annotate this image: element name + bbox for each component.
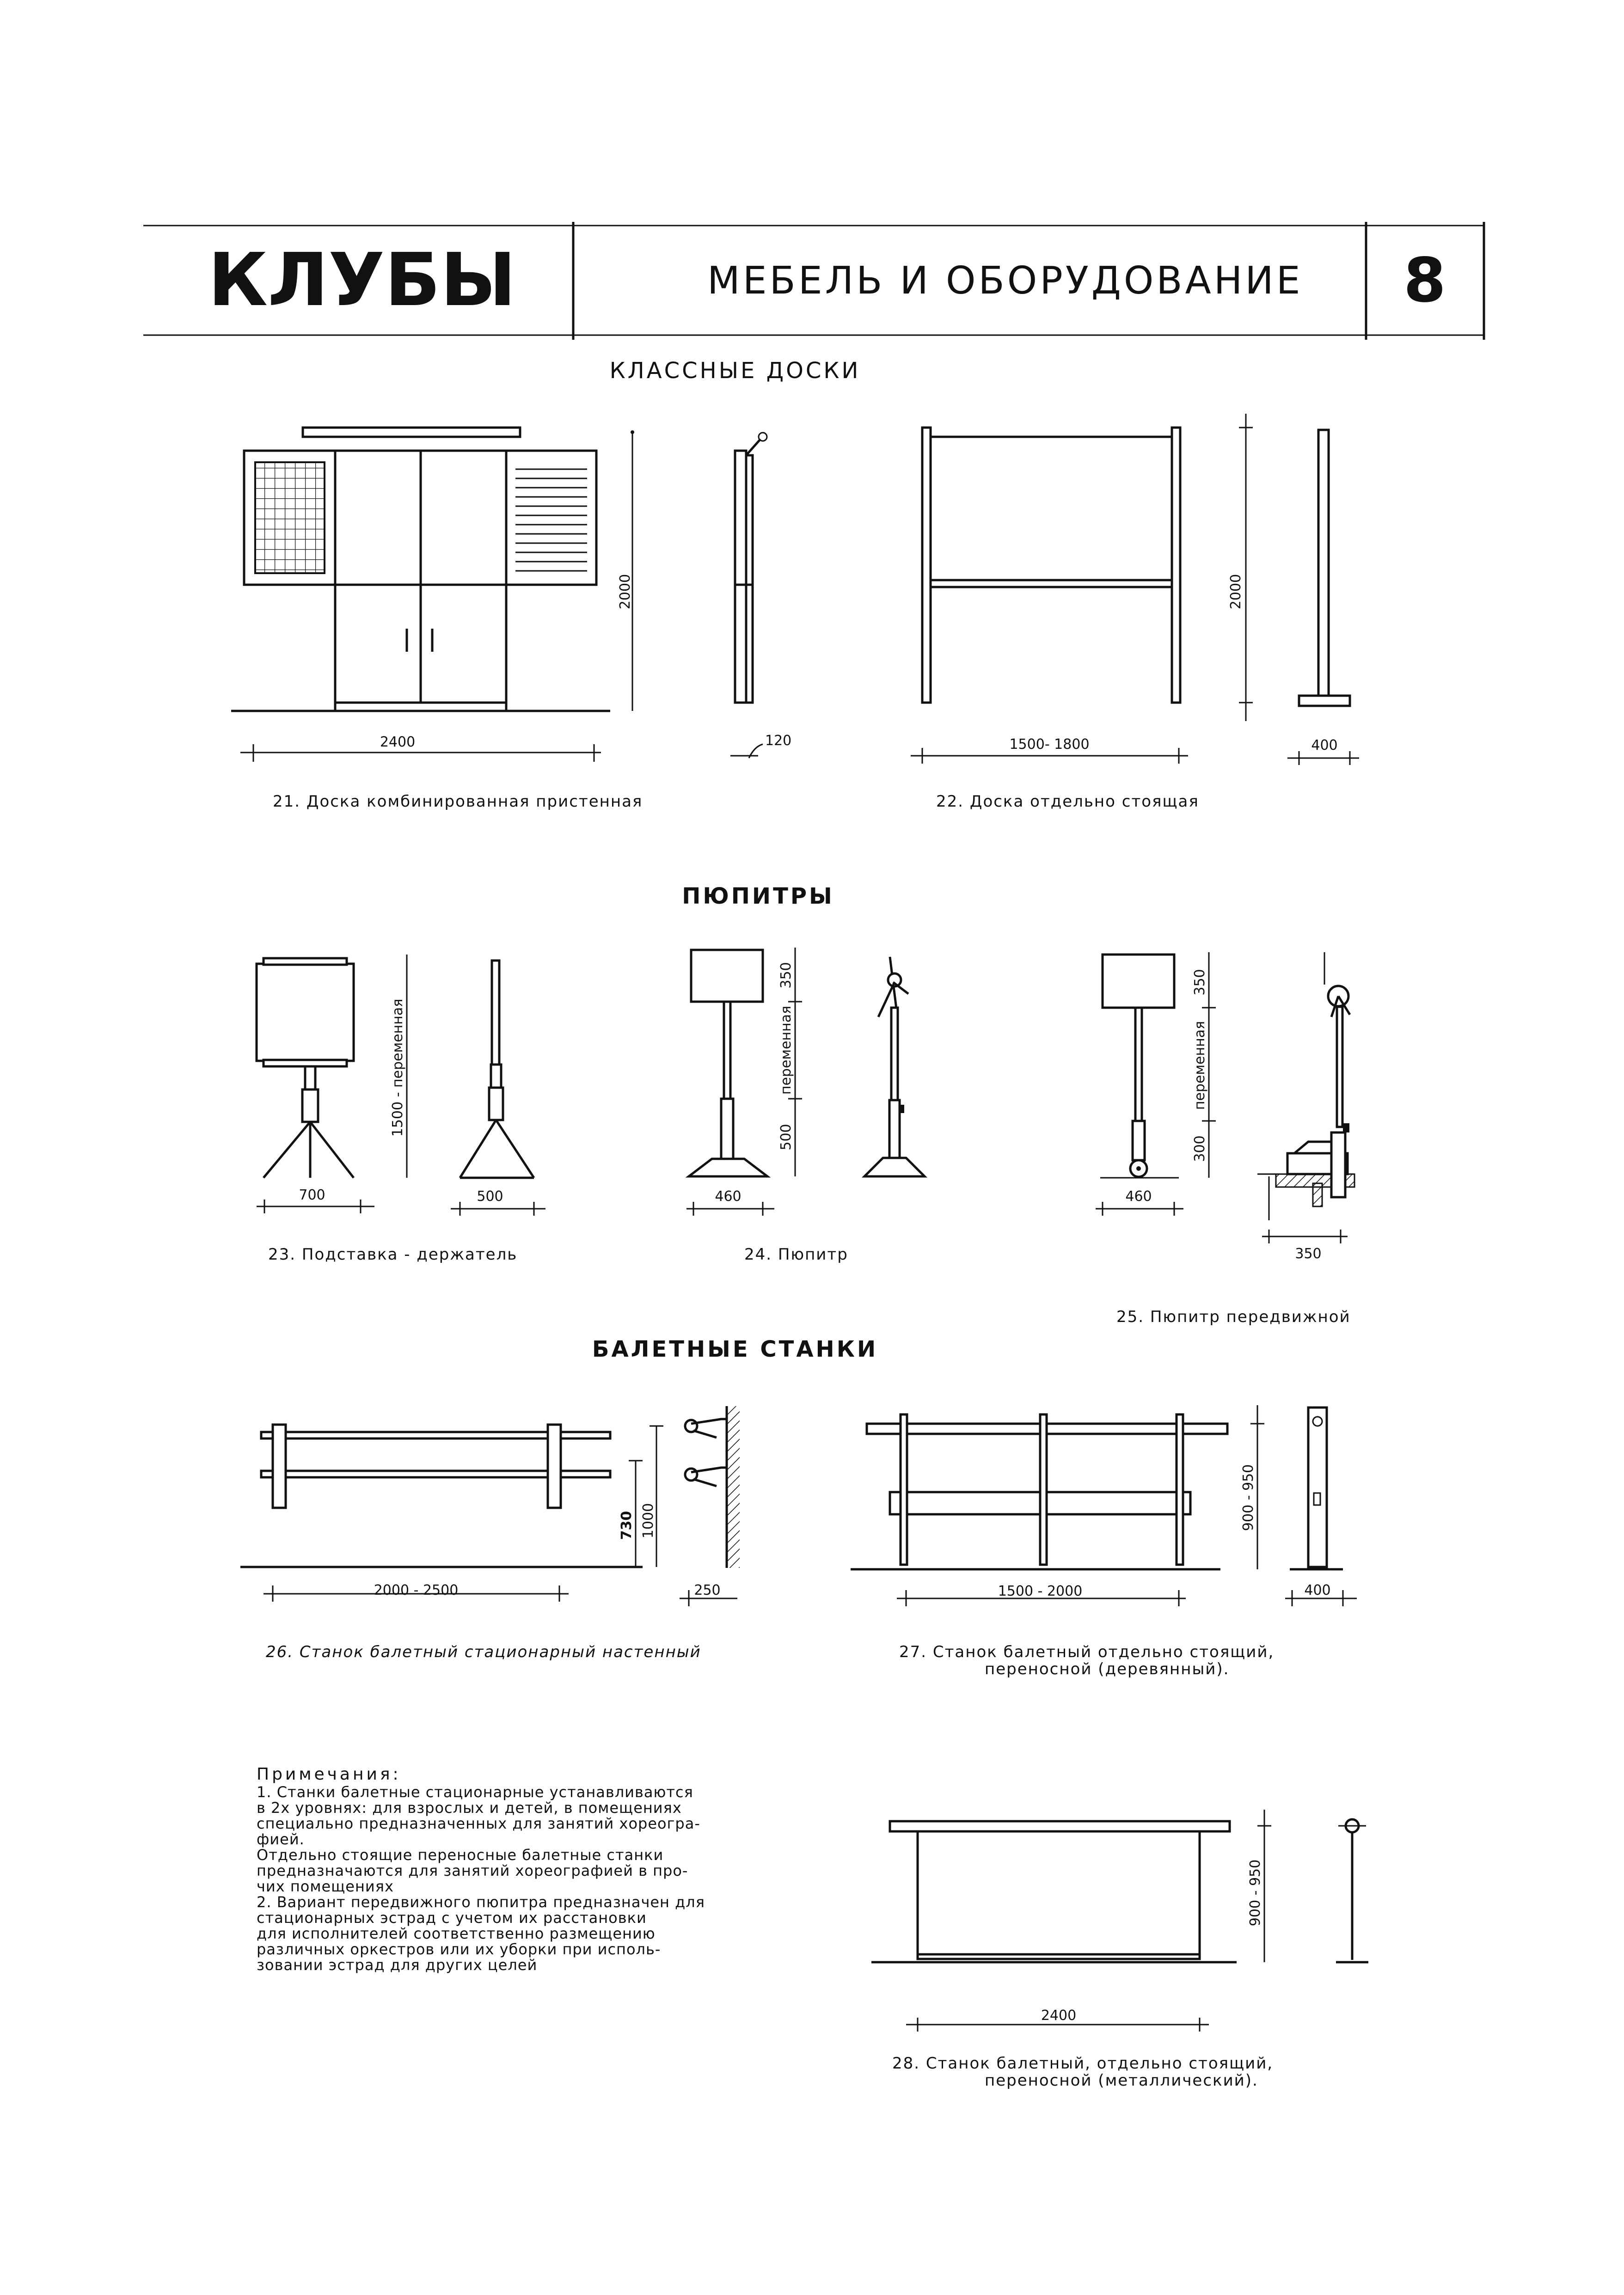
dim-23-width: 700 (299, 1187, 325, 1203)
note-line: фией. (257, 1830, 305, 1848)
page-subtitle: МЕБЕЛЬ И ОБОРУДОВАНИЕ (707, 259, 1303, 303)
notes-heading: Примечания: (257, 1765, 401, 1784)
dim-25-bottom: 300 (1192, 1135, 1208, 1162)
dim-24-width: 460 (715, 1188, 742, 1205)
dim-22-width: 1500- 1800 (1009, 736, 1090, 753)
dim-26-h2: 1000 (640, 1503, 656, 1539)
note-line: различных оркестров или их уборки при исполь- (257, 1940, 661, 1958)
dim-24-top: 350 (778, 962, 794, 989)
dim-25-width: 460 (1125, 1188, 1152, 1205)
note-line: зовании эстрад для других целей (257, 1956, 538, 1974)
dim-21-width: 2400 (380, 734, 416, 750)
caption-25: 25. Пюпитр передвижной (1116, 1308, 1351, 1326)
dim-22-height: 2000 (1228, 574, 1244, 610)
fig21-side-view (730, 433, 767, 758)
fig28-side-view (1336, 1819, 1368, 1962)
fig22-side-view (1287, 430, 1359, 765)
caption-24: 24. Пюпитр (744, 1245, 848, 1264)
note-line: чих помещениях (257, 1878, 394, 1895)
dim-21-depth: 120 (765, 733, 792, 749)
dim-25-top: 350 (1192, 969, 1208, 996)
fig27-front-view (851, 1405, 1264, 1606)
dim-21-height: 2000 (617, 574, 633, 610)
note-line: для исполнителей соответственно размещению (257, 1925, 656, 1942)
dim-26-width: 2000 - 2500 (374, 1582, 459, 1598)
dim-24-bottom: 500 (778, 1124, 794, 1151)
caption-28-line2: переносной (металлический). (985, 2071, 1258, 2090)
caption-28-line1: 28. Станок балетный, отдельно стоящий, (892, 2054, 1274, 2073)
dim-26-depth: 250 (694, 1582, 721, 1598)
section-title-stands: ПЮПИТРЫ (682, 883, 834, 909)
dim-23-height: 1500 - переменная (390, 998, 406, 1137)
caption-26: 26. Станок балетный стационарный настенный (266, 1643, 701, 1661)
note-line: 2. Вариант передвижного пюпитра предназначен для (257, 1893, 705, 1911)
note-line: стационарных эстрад с учетом их расстановки (257, 1909, 647, 1927)
dim-22-depth: 400 (1311, 737, 1338, 753)
caption-23: 23. Подставка - держатель (268, 1245, 518, 1264)
dim-27-height: 900 - 950 (1240, 1464, 1256, 1531)
note-line: в 2х уровнях: для взрослых и детей, в помещениях (257, 1799, 682, 1817)
dim-25-variable: переменная (1192, 1021, 1208, 1110)
fig26-front-view (240, 1425, 643, 1602)
dim-28-width: 2400 (1041, 2007, 1077, 2024)
caption-27-line1: 27. Станок балетный отдельно стоящий, (899, 1643, 1275, 1661)
note-line: 1. Станки балетные стационарные устанавливаются (257, 1783, 693, 1801)
fig25-side-view (1257, 952, 1354, 1243)
dim-25-side: 350 (1295, 1246, 1322, 1262)
note-line: предназначаются для занятий хореографией в про- (257, 1862, 688, 1879)
caption-27-line2: переносной (деревянный). (985, 1660, 1230, 1678)
note-line: Отдельно стоящие переносные балетные станки (257, 1846, 664, 1864)
fig23-front-view (257, 955, 407, 1213)
fig21-front-view (231, 428, 634, 762)
dim-27-width: 1500 - 2000 (998, 1583, 1083, 1599)
fig22-front-view (911, 414, 1253, 764)
dim-28-height: 900 - 950 (1247, 1859, 1263, 1927)
sheet-number: 8 (1403, 245, 1446, 316)
fig28-front-view (871, 1810, 1271, 2032)
section-title-barres: БАЛЕТНЫЕ СТАНКИ (592, 1336, 878, 1362)
dim-26-h1: 730 (619, 1511, 635, 1540)
note-line: специально предназначенных для занятий хореогра- (257, 1815, 700, 1832)
fig24-side-view (864, 957, 925, 1176)
fig23-side-view (451, 961, 545, 1216)
fig27-side-view (1285, 1408, 1357, 1606)
page-title: КЛУБЫ (208, 238, 516, 323)
dim-27-depth: 400 (1304, 1582, 1331, 1598)
title-block (143, 222, 1484, 340)
dim-23-side: 500 (477, 1188, 503, 1205)
section-title-boards: КЛАССНЫЕ ДОСКИ (609, 358, 861, 384)
caption-22: 22. Доска отдельно стоящая (936, 792, 1199, 811)
notes-block (257, 1765, 705, 1974)
dim-24-variable: переменная (778, 1005, 794, 1095)
caption-21: 21. Доска комбинированная пристенная (273, 792, 643, 811)
